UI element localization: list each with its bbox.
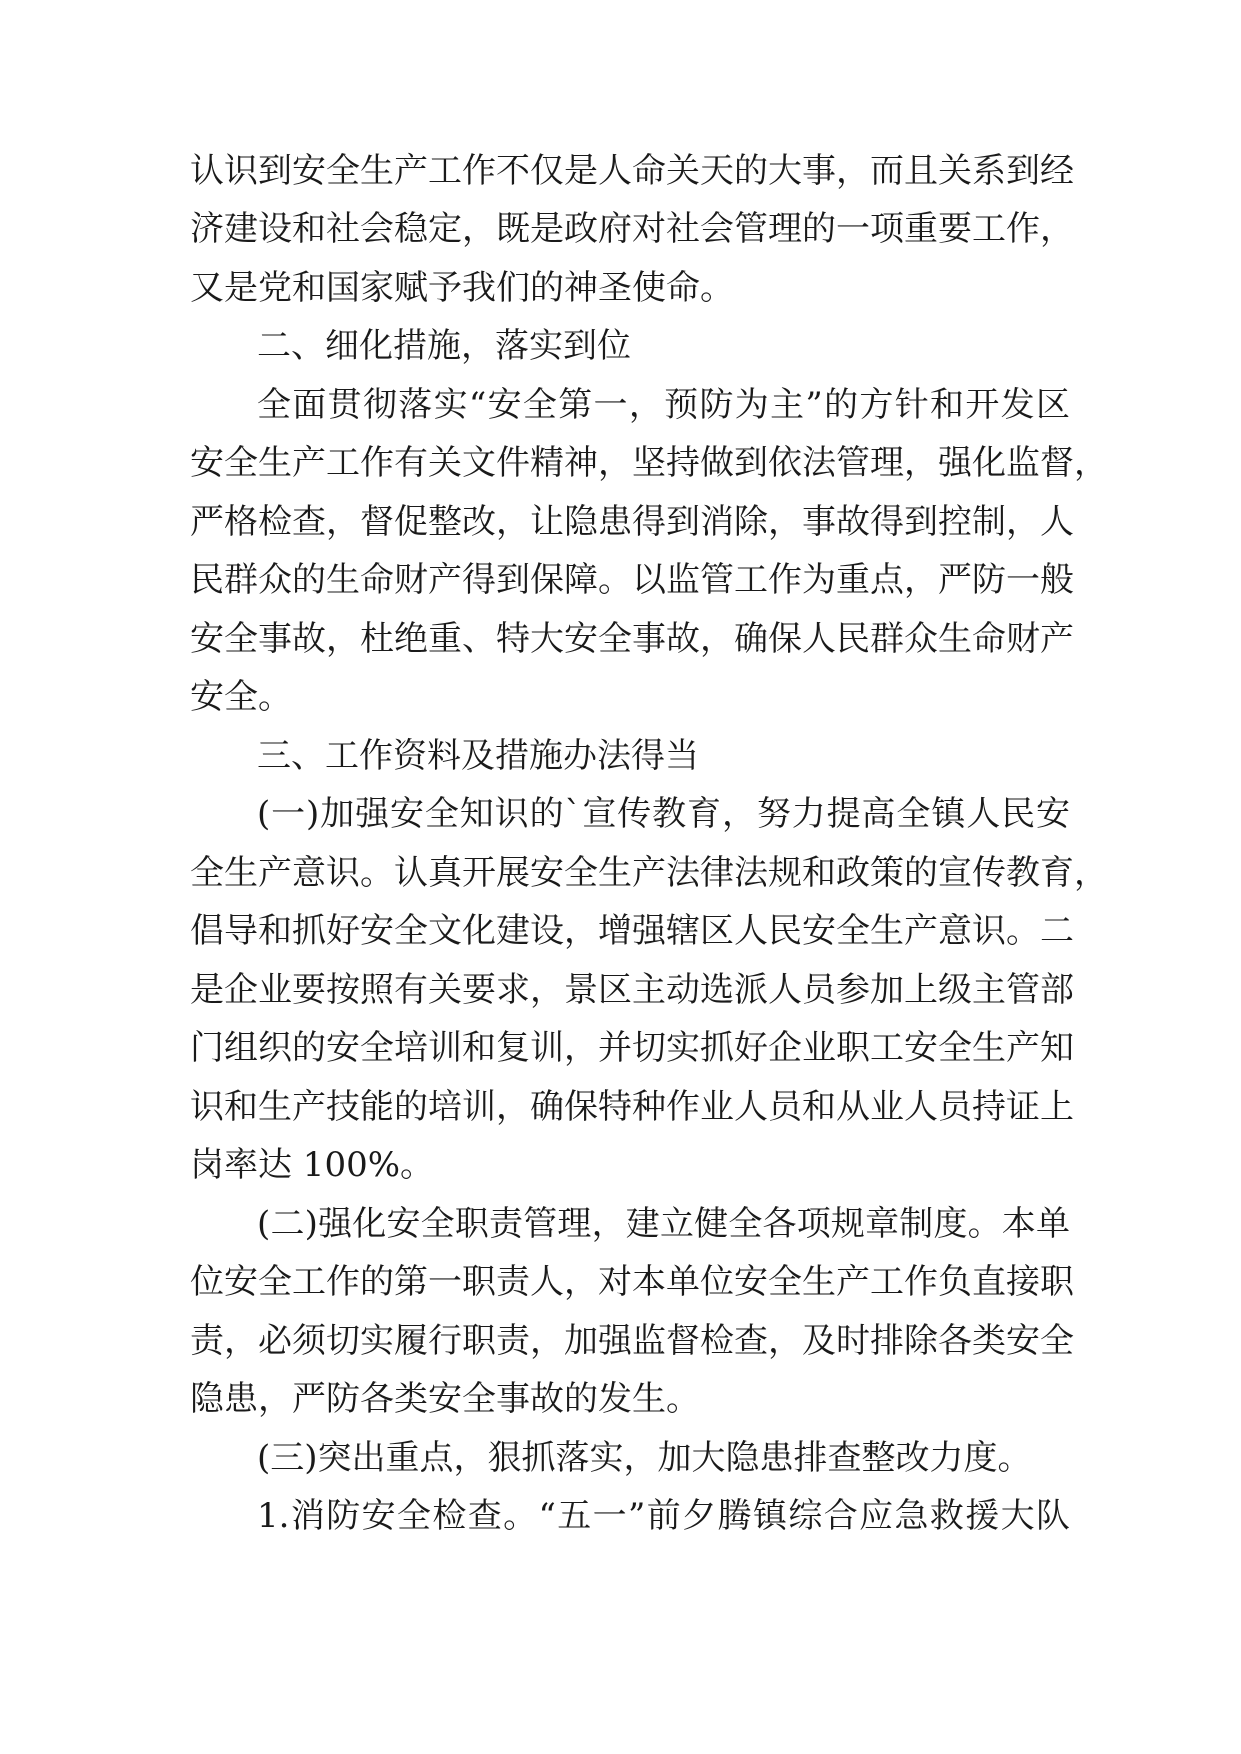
text-line: 门组织的安全培训和复训，并切实抓好企业职工安全生产知 — [190, 1028, 1074, 1068]
text-line: 全生产意识。认真开展安全生产法律法规和政策的宣传教育， — [190, 853, 1108, 893]
text-line: 又是党和国家赋予我们的神圣使命。 — [190, 268, 734, 308]
text-line: 安全事故，杜绝重、特大安全事故，确保人民群众生命财产 — [190, 619, 1074, 659]
text-line: 济建设和社会稳定，既是政府对社会管理的一项重要工作， — [190, 209, 1074, 249]
text-line: 识和生产技能的培训，确保特种作业人员和从业人员持证上 — [190, 1087, 1074, 1127]
text-line: 位安全工作的第一职责人，对本单位安全生产工作负直接职 — [190, 1262, 1074, 1302]
text-line: 责，必须切实履行职责，加强监督检查，及时排除各类安全 — [190, 1321, 1074, 1361]
text-line: (三)突出重点，狠抓落实，加大隐患排查整改力度。 — [257, 1438, 1032, 1478]
section-heading: 二、细化措施，落实到位 — [257, 326, 631, 366]
section-heading: 三、工作资料及措施办法得当 — [257, 736, 699, 776]
text-line: 倡导和抓好安全文化建设，增强辖区人民安全生产意识。二 — [190, 911, 1074, 951]
text-line: 民群众的生命财产得到保障。以监管工作为重点，严防一般 — [190, 560, 1074, 600]
text-line: 岗率达 100%。 — [190, 1145, 435, 1185]
text-line: 安全生产工作有关文件精神，坚持做到依法管理，强化监督， — [190, 443, 1108, 483]
text-line: 安全。 — [190, 677, 292, 717]
text-line: 全面贯彻落实“安全第一，预防为主”的方针和开发区 — [257, 385, 1070, 425]
text-line: 是企业要按照有关要求，景区主动选派人员参加上级主管部 — [190, 970, 1074, 1010]
text-line: 1.消防安全检查。“五一”前夕腾镇综合应急救援大队 — [257, 1496, 1070, 1536]
text-line: (二)强化安全职责管理，建立健全各项规章制度。本单 — [257, 1204, 1070, 1244]
text-line: 严格检查，督促整改，让隐患得到消除，事故得到控制，人 — [190, 502, 1074, 542]
text-line: 隐患，严防各类安全事故的发生。 — [190, 1379, 700, 1419]
text-line: 认识到安全生产工作不仅是人命关天的大事，而且关系到经 — [190, 151, 1074, 191]
text-line: (一)加强安全知识的`宣传教育，努力提高全镇人民安 — [257, 794, 1070, 834]
